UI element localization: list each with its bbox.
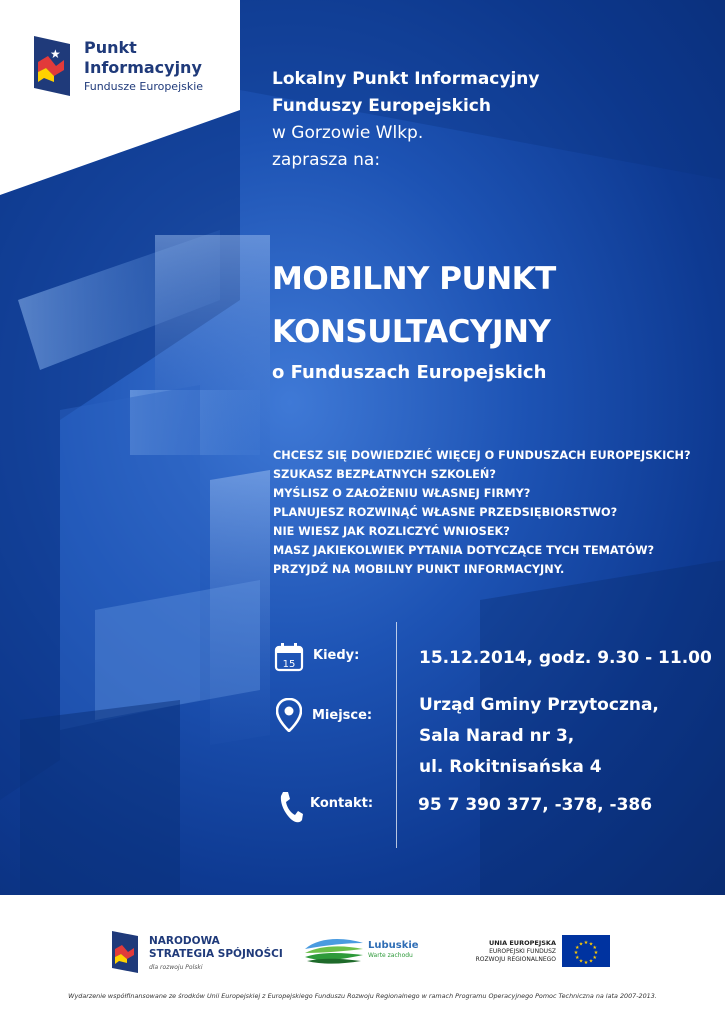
question-item: SZUKASZ BEZPŁATNYCH SZKOLEŃ?: [273, 468, 496, 481]
svg-text:★: ★: [575, 955, 580, 961]
lubuskie-name: Lubuskie: [368, 940, 419, 951]
question-item: PRZYJDŹ NA MOBILNY PUNKT INFORMACYJNY.: [273, 563, 565, 576]
footer-logos: [0, 895, 725, 1024]
intro-text: [272, 66, 539, 174]
svg-text:★: ★: [588, 958, 594, 965]
question-item: NIE WIESZ JAK ROZLICZYĆ WNIOSEK?: [273, 525, 510, 538]
title-line-1: MOBILNY PUNKT: [272, 261, 556, 297]
contact-value: 95 7 390 377, -378, -386: [418, 795, 653, 815]
page-title: [272, 253, 556, 359]
details-divider: [396, 622, 397, 848]
svg-text:★: ★: [578, 958, 584, 965]
intro-line-3: w Gorzowie Wlkp.: [272, 123, 424, 143]
place-line-2: Sala Narad nr 3,: [419, 726, 575, 746]
logo-line-1: Punkt: [84, 38, 137, 57]
svg-text:★: ★: [588, 941, 594, 948]
ue-line-1: UNIA EUROPEJSKA: [488, 939, 556, 947]
logo-line-2: Informacyjny: [84, 58, 202, 77]
nss-logo-mark-icon: [112, 931, 138, 973]
punkt-informacyjny-logo: [0, 0, 240, 185]
location-pin-icon: [276, 698, 302, 732]
lubuskie-tagline: Warte zachodu: [368, 952, 413, 959]
nss-line-3: dla rozwoju Polski: [149, 964, 203, 971]
place-line-1: Urząd Gminy Przytoczna,: [419, 695, 659, 715]
nss-line-2: STRATEGIA SPÓJNOŚCI: [149, 948, 283, 960]
svg-text:★: ★: [575, 945, 580, 951]
page-subtitle: o Funduszach Europejskich: [272, 362, 547, 383]
nss-line-1: NARODOWA: [149, 935, 220, 947]
svg-text:★: ★: [573, 950, 579, 956]
svg-text:★: ★: [578, 941, 584, 948]
funding-disclaimer: Wydarzenie współfinansowane ze środków Unii Europejskiej z Europejskiego Funduszu Rozwoju Regionalnego w ramach Programu Operacyjnego Pomoc Techniczna na lata 2007-2013.: [68, 992, 657, 1000]
svg-text:★: ★: [593, 950, 599, 956]
title-line-2: KONSULTACYJNY: [272, 314, 551, 350]
logo-line-3: Fundusze Europejskie: [84, 80, 204, 93]
calendar-day: 15: [282, 659, 296, 670]
place-value: [419, 690, 659, 783]
svg-text:★: ★: [50, 47, 61, 61]
svg-text:★: ★: [583, 940, 589, 946]
svg-text:★: ★: [592, 945, 597, 951]
phone-icon: [279, 790, 303, 824]
intro-line-4: zaprasza na:: [272, 150, 381, 170]
question-item: MYŚLISZ O ZAŁOŻENIU WŁASNEJ FIRMY?: [273, 487, 531, 500]
svg-text:★: ★: [592, 955, 597, 961]
place-label: Miejsce:: [312, 708, 373, 723]
place-line-3: ul. Rokitnisańska 4: [419, 757, 602, 777]
question-item: CHCESZ SIĘ DOWIEDZIEĆ WIĘCEJ O FUNDUSZACH EUROPEJSKICH?: [273, 449, 691, 462]
intro-line-2: Funduszy Europejskich: [272, 96, 491, 116]
question-item: PLANUJESZ ROZWINĄĆ WŁASNE PRZEDSIĘBIORSTWO?: [273, 506, 618, 519]
calendar-icon: [274, 642, 304, 672]
svg-text:★: ★: [583, 960, 589, 966]
when-value: 15.12.2014, godz. 9.30 - 11.00: [419, 648, 712, 668]
funds-logo-mark-icon: [34, 36, 70, 96]
eu-flag-icon: [562, 935, 610, 967]
ue-line-2: EUROPEJSKI FUNDUSZ: [489, 948, 556, 955]
lubuskie-logo-icon: [303, 935, 365, 965]
question-item: MASZ JAKIEKOLWIEK PYTANIA DOTYCZĄCE TYCH TEMATÓW?: [273, 544, 655, 557]
questions-list: [273, 446, 691, 579]
when-label: Kiedy:: [313, 648, 360, 663]
ue-line-3: ROZWOJU REGIONALNEGO: [475, 956, 556, 963]
contact-label: Kontakt:: [310, 796, 374, 811]
intro-line-1: Lokalny Punkt Informacyjny: [272, 69, 540, 89]
